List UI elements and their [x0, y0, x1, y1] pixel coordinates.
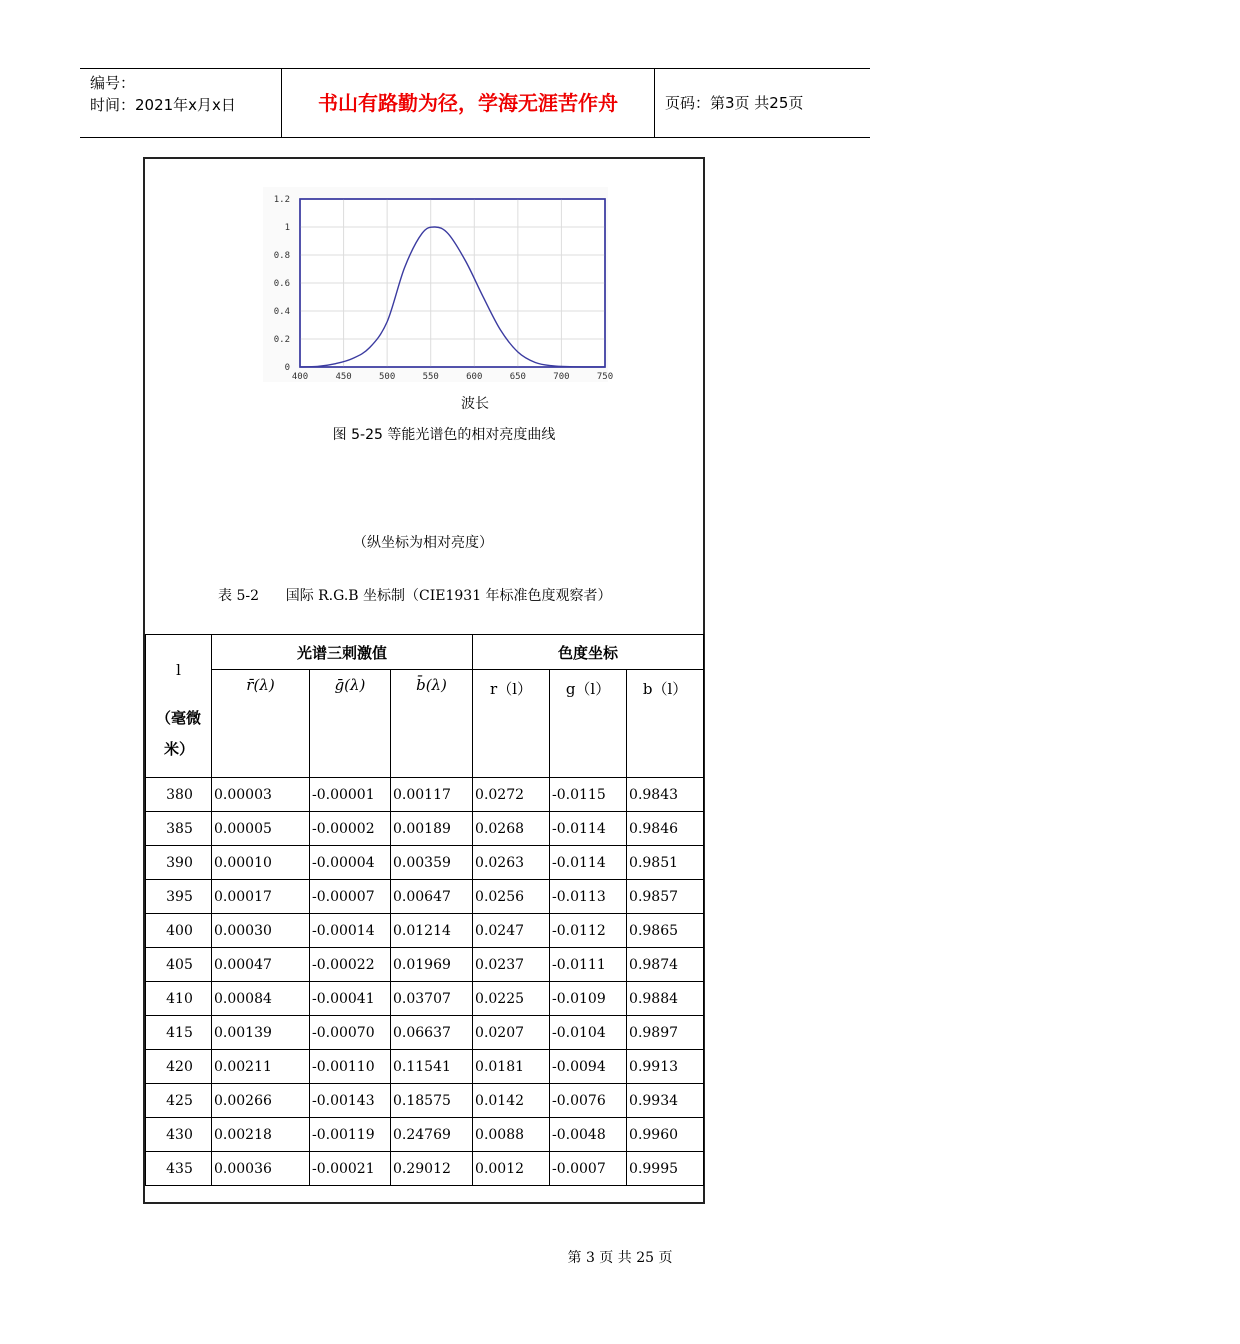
- sub-b-coord-header: b（l）: [627, 670, 704, 778]
- value-cell: -0.0114: [550, 846, 627, 880]
- x-tick-label: 650: [509, 372, 526, 382]
- wavelength-cell: 385: [146, 812, 212, 846]
- value-cell: -0.0007: [550, 1152, 627, 1186]
- col-lambda-header: [146, 635, 212, 778]
- value-cell: 0.00036: [212, 1152, 310, 1186]
- value-cell: 0.0268: [473, 812, 550, 846]
- value-cell: 0.00084: [212, 982, 310, 1016]
- value-cell: 0.01214: [391, 914, 473, 948]
- value-cell: 0.0225: [473, 982, 550, 1016]
- col-lambda-unit-2: 米）: [164, 740, 195, 758]
- col-lambda-unit-1: （毫微: [155, 709, 201, 727]
- value-cell: -0.00007: [310, 880, 391, 914]
- value-cell: 0.00266: [212, 1084, 310, 1118]
- value-cell: -0.00143: [310, 1084, 391, 1118]
- y-tick-label: 0.2: [273, 335, 290, 345]
- table-row: [146, 846, 704, 880]
- value-cell: 0.0012: [473, 1152, 550, 1186]
- value-cell: 0.9857: [627, 880, 704, 914]
- value-cell: 0.9884: [627, 982, 704, 1016]
- value-cell: -0.00070: [310, 1016, 391, 1050]
- value-cell: -0.00022: [310, 948, 391, 982]
- figure-note: （纵坐标为相对亮度）: [353, 535, 493, 551]
- value-cell: -0.00021: [310, 1152, 391, 1186]
- table-row: [146, 1118, 704, 1152]
- value-cell: 0.0181: [473, 1050, 550, 1084]
- value-cell: -0.0094: [550, 1050, 627, 1084]
- figure-caption: 图 5-25 等能光谱色的相对亮度曲线: [332, 427, 556, 443]
- sub-g-header: ḡ(λ): [310, 670, 391, 778]
- value-cell: 0.9851: [627, 846, 704, 880]
- value-cell: 0.00647: [391, 880, 473, 914]
- value-cell: -0.00001: [310, 778, 391, 812]
- value-cell: 0.03707: [391, 982, 473, 1016]
- table-row: [146, 982, 704, 1016]
- value-cell: -0.0109: [550, 982, 627, 1016]
- value-cell: 0.11541: [391, 1050, 473, 1084]
- value-cell: 0.24769: [391, 1118, 473, 1152]
- value-cell: 0.9843: [627, 778, 704, 812]
- x-tick-label: 450: [335, 372, 352, 382]
- value-cell: 0.9874: [627, 948, 704, 982]
- value-cell: 0.00189: [391, 812, 473, 846]
- value-cell: 0.00218: [212, 1118, 310, 1152]
- table-row: [146, 812, 704, 846]
- wavelength-cell: 415: [146, 1016, 212, 1050]
- value-cell: -0.00110: [310, 1050, 391, 1084]
- y-tick-label: 0.4: [273, 307, 290, 317]
- value-cell: -0.00041: [310, 982, 391, 1016]
- value-cell: 0.00139: [212, 1016, 310, 1050]
- table-row: [146, 1050, 704, 1084]
- value-cell: 0.00211: [212, 1050, 310, 1084]
- value-cell: 0.06637: [391, 1016, 473, 1050]
- value-cell: -0.0114: [550, 812, 627, 846]
- value-cell: 0.00047: [212, 948, 310, 982]
- wavelength-cell: 425: [146, 1084, 212, 1118]
- y-tick-label: 0.6: [273, 279, 290, 289]
- wavelength-cell: 380: [146, 778, 212, 812]
- value-cell: 0.0237: [473, 948, 550, 982]
- value-cell: 0.00117: [391, 778, 473, 812]
- doc-date: 时间：2021年x月x日: [90, 96, 236, 114]
- page-footer: 第 3 页 共 25 页: [567, 1250, 673, 1266]
- y-tick-label: 0: [284, 363, 290, 373]
- wavelength-cell: 435: [146, 1152, 212, 1186]
- header-motto: 书山有路勤为径，学海无涯苦作舟: [281, 69, 655, 137]
- x-tick-label: 600: [466, 372, 483, 382]
- luminosity-chart: [263, 187, 614, 382]
- value-cell: 0.18575: [391, 1084, 473, 1118]
- value-cell: 0.9995: [627, 1152, 704, 1186]
- value-cell: 0.00030: [212, 914, 310, 948]
- wavelength-cell: 405: [146, 948, 212, 982]
- x-tick-label: 400: [291, 372, 309, 382]
- x-tick-label: 750: [596, 372, 614, 382]
- value-cell: 0.9960: [627, 1118, 704, 1152]
- value-cell: 0.0263: [473, 846, 550, 880]
- value-cell: 0.9897: [627, 1016, 704, 1050]
- header-page: 页码：第3页 共25页: [665, 94, 804, 112]
- value-cell: -0.00119: [310, 1118, 391, 1152]
- table-row: [146, 880, 704, 914]
- wavelength-cell: 420: [146, 1050, 212, 1084]
- value-cell: -0.0112: [550, 914, 627, 948]
- table-row: [146, 1016, 704, 1050]
- header-meta: [80, 69, 280, 137]
- y-tick-label: 1: [284, 223, 290, 233]
- sub-r-header: r̄(λ): [212, 670, 310, 778]
- value-cell: 0.0272: [473, 778, 550, 812]
- value-cell: 0.00003: [212, 778, 310, 812]
- value-cell: -0.0104: [550, 1016, 627, 1050]
- value-cell: -0.00002: [310, 812, 391, 846]
- doc-number: 编号：: [90, 74, 136, 92]
- x-tick-label: 550: [422, 372, 439, 382]
- wavelength-cell: 390: [146, 846, 212, 880]
- wavelength-cell: 395: [146, 880, 212, 914]
- chart-xlabel: 波长: [461, 396, 489, 412]
- cie-rgb-table: [145, 634, 704, 1186]
- value-cell: 0.0247: [473, 914, 550, 948]
- table-row: [146, 1152, 704, 1186]
- value-cell: 0.9846: [627, 812, 704, 846]
- y-tick-label: 1.2: [273, 195, 290, 205]
- value-cell: -0.0048: [550, 1118, 627, 1152]
- value-cell: 0.0207: [473, 1016, 550, 1050]
- wavelength-cell: 410: [146, 982, 212, 1016]
- x-tick-label: 700: [553, 372, 570, 382]
- table-row: [146, 1084, 704, 1118]
- value-cell: 0.0256: [473, 880, 550, 914]
- col-lambda-symbol: l: [176, 661, 181, 679]
- value-cell: 0.9934: [627, 1084, 704, 1118]
- group-chroma-header: 色度坐标: [473, 635, 704, 670]
- wavelength-cell: 400: [146, 914, 212, 948]
- sub-b-header: b̄(λ): [391, 670, 473, 778]
- value-cell: 0.00359: [391, 846, 473, 880]
- value-cell: -0.00004: [310, 846, 391, 880]
- value-cell: -0.00014: [310, 914, 391, 948]
- value-cell: 0.01969: [391, 948, 473, 982]
- value-cell: -0.0076: [550, 1084, 627, 1118]
- value-cell: 0.00017: [212, 880, 310, 914]
- wavelength-cell: 430: [146, 1118, 212, 1152]
- table-row: [146, 778, 704, 812]
- page-header: [80, 68, 870, 138]
- value-cell: 0.0142: [473, 1084, 550, 1118]
- group-tristimulus-header: 光谱三刺激值: [212, 635, 473, 670]
- table-caption: 表 5-2 国际 R.G.B 坐标制（CIE1931 年标准色度观察者）: [218, 588, 612, 604]
- value-cell: -0.0113: [550, 880, 627, 914]
- y-tick-label: 0.8: [273, 251, 290, 261]
- value-cell: 0.00010: [212, 846, 310, 880]
- table-row: [146, 948, 704, 982]
- sub-r-coord-header: r（l）: [473, 670, 550, 778]
- x-tick-label: 500: [379, 372, 396, 382]
- value-cell: 0.9913: [627, 1050, 704, 1084]
- sub-g-coord-header: g（l）: [550, 670, 627, 778]
- value-cell: -0.0111: [550, 948, 627, 982]
- value-cell: 0.29012: [391, 1152, 473, 1186]
- value-cell: -0.0115: [550, 778, 627, 812]
- table-row: [146, 914, 704, 948]
- value-cell: 0.00005: [212, 812, 310, 846]
- value-cell: 0.9865: [627, 914, 704, 948]
- value-cell: 0.0088: [473, 1118, 550, 1152]
